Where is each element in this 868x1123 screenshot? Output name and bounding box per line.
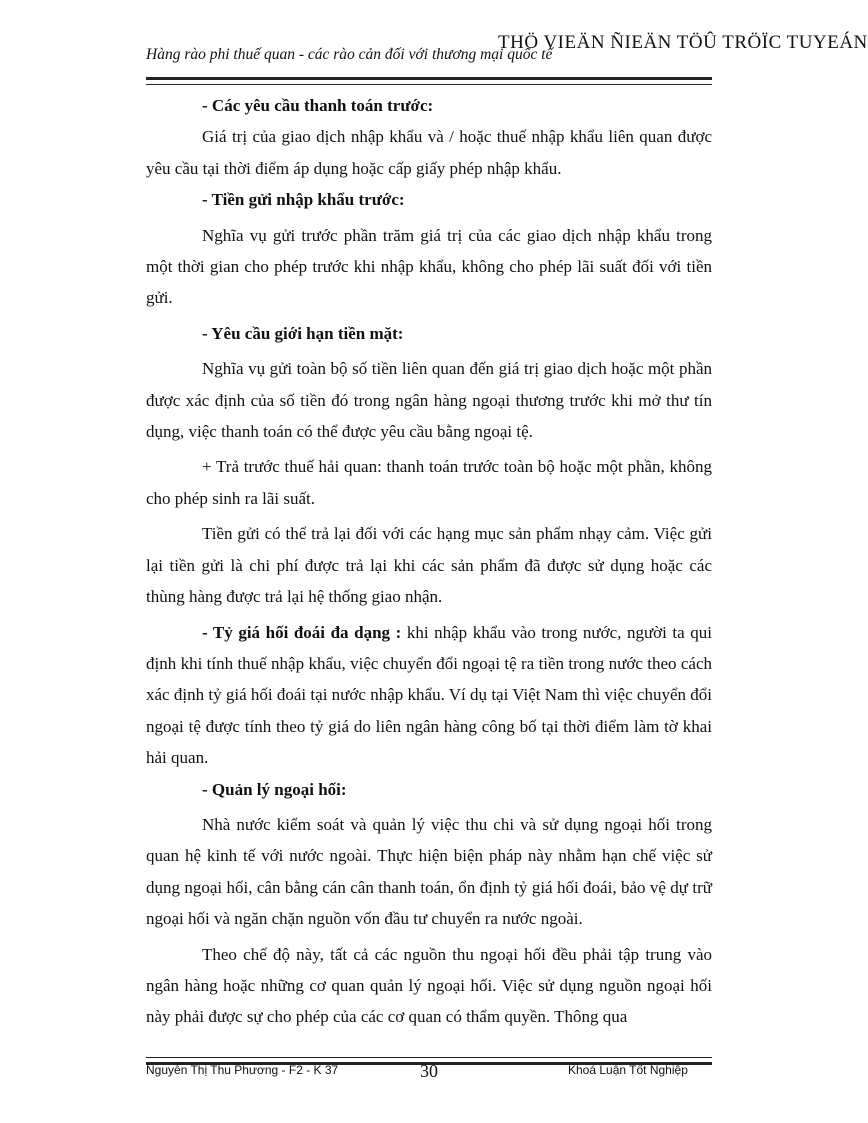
paragraph: + Trả trước thuế hải quan: thanh toán trước toàn bộ hoặc một phần, không cho phép sinh ra lãi suất. <box>146 457 712 508</box>
page-number: 30 <box>420 1061 438 1081</box>
paragraph <box>146 617 712 774</box>
footer-doc-type: Khoá Luận Tốt Nghiệp <box>568 1063 688 1077</box>
paragraph: Theo chế độ này, tất cả các nguồn thu ngoại hối đều phải tập trung vào ngân hàng hoặc những cơ quan quản lý ngoại hối. Việc sử dụng nguồn ngoại hối này phải được sự cho phép của các cơ quan có thẩm quyền. Thông qua <box>146 944 712 1027</box>
header-rule <box>146 77 712 85</box>
footer-author: Nguyễn Thị Thu Phương - F2 - K 37 <box>146 1063 339 1077</box>
section-heading: - Yêu cầu giới hạn tiền mặt: <box>202 323 404 343</box>
page-content <box>146 90 712 1033</box>
watermark: THÖ VIEÄN ÑIEÄN TÖÛ TRÖÏC TUYEÁN <box>498 32 868 53</box>
inline-heading: - Tỷ giá hối đoái đa dạng : <box>202 622 402 642</box>
running-header: Hàng rào phi thuế quan - các rào cản đối với thương mại quốc tế <box>146 46 553 63</box>
paragraph: Giá trị của giao dịch nhập khẩu và / hoặc thuế nhập khẩu liên quan được yêu cầu tại thời điểm áp dụng hoặc cấp giấy phép nhập khẩu. <box>146 127 712 178</box>
paragraph: Nghĩa vụ gửi trước phần trăm giá trị của các giao dịch nhập khẩu trong một thời gian cho phép trước khi nhập khẩu, không cho phép lãi suất đối với tiền gửi. <box>146 225 712 308</box>
paragraph: Nhà nước kiểm soát và quản lý việc thu chi và sử dụng ngoại hối trong quan hệ kinh tế với nước ngoài. Thực hiện biện pháp này nhằm hạn chế việc sử dụng ngoại hối, cân bằng cán cân thanh toán, ổn định tỷ giá hối đoái, bảo vệ dự trữ ngoại hối và ngăn chặn nguồn vốn đầu tư chuyển ra nước ngoài. <box>146 814 712 929</box>
paragraph: Tiền gửi có thể trả lại đối với các hạng mục sản phẩm nhạy cảm. Việc gửi lại tiền gửi là chi phí được trả lại khi các sản phẩm đã được sử dụng hoặc các thùng hàng được trả lại hệ thống giao nhận. <box>146 524 712 607</box>
section-heading: - Quản lý ngoại hối: <box>202 779 347 799</box>
section-heading: - Tiền gửi nhập khẩu trước: <box>202 190 405 210</box>
section-heading: - Các yêu cầu thanh toán trước: <box>202 96 434 115</box>
paragraph: Nghĩa vụ gửi toàn bộ số tiền liên quan đến giá trị giao dịch hoặc một phần được xác định của số tiền đó trong ngân hàng ngoại thương trước khi mở thư tín dụng, việc thanh toán có thể được yêu cầu bằng ngoại tệ. <box>146 359 712 442</box>
paragraph-text: khi nhập khẩu vào trong nước, người ta qui định khi tính thuế nhập khẩu, việc chuyển đổi ngoại tệ ra tiền trong nước theo cách xác định tỷ giá hối đoái tại nước nhập khẩu. Ví dụ tại Việt Nam thì việc chuyển đổi ngoại tệ được tính theo tỷ giá do liên ngân hàng công bố tại thời điểm làm tờ khai hải quan. <box>146 622 712 768</box>
